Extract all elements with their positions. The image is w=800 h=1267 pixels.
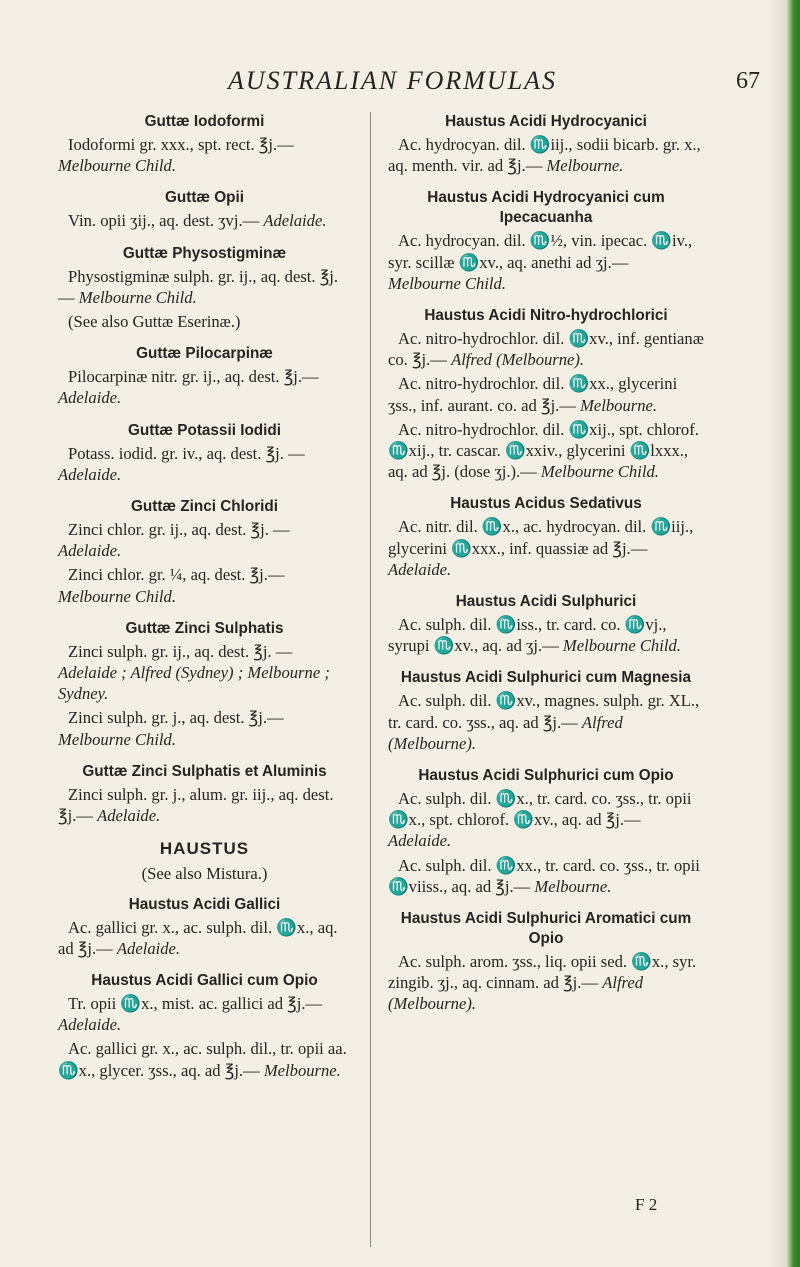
book-cover-edge xyxy=(786,0,800,1267)
formula-source: Adelaide. xyxy=(58,388,122,408)
column-divider xyxy=(370,112,371,1247)
formula-source: Melbourne. xyxy=(580,395,658,415)
formula-text xyxy=(388,373,704,415)
formula-text xyxy=(388,855,704,897)
formula-recipe: Ac. sulph. dil. ♏xv., magnes. sulph. gr. XL., tr. card. co. ʒss., aq. ad ℥j.— xyxy=(388,691,700,732)
left-column xyxy=(58,112,351,1093)
formula-text xyxy=(388,328,704,370)
formula-heading: Haustus Acidi Nitro-hydrochlorici xyxy=(424,307,668,325)
formula-source: Adelaide. xyxy=(58,1015,122,1035)
formula-entry xyxy=(58,762,351,826)
formula-heading: Guttæ Zinci Chloridi xyxy=(130,498,278,516)
formula-heading: Haustus Acidi Sulphurici xyxy=(455,593,637,611)
right-entries xyxy=(388,112,704,1015)
formula-recipe: Potass. iodid. gr. iv., aq. dest. ℥j. — xyxy=(68,443,305,463)
left-entries-haustus xyxy=(58,895,351,1081)
formula-source: Melbourne Child. xyxy=(58,156,176,176)
formula-heading: Haustus Acidi Gallici xyxy=(128,895,281,913)
formula-entry xyxy=(388,592,704,656)
formula-recipe: Ac. hydrocyan. dil. ♏iij., sodii bicarb. gr. x., aq. menth. vir. ad ℥j.— xyxy=(388,135,701,176)
formula-text xyxy=(58,519,351,561)
formula-text xyxy=(58,564,351,606)
formula-text xyxy=(58,707,351,749)
formula-source: Alfred (Melbourne). xyxy=(451,350,585,370)
left-entries xyxy=(58,112,351,826)
formula-entry xyxy=(58,344,351,408)
formula-heading: Haustus Acidi Sulphurici Aromatici cum Opio xyxy=(400,910,692,948)
formula-source: Melbourne Child. xyxy=(78,287,197,307)
formula-text xyxy=(58,993,351,1035)
formula-text xyxy=(58,917,351,959)
formula-recipe: Zinci sulph. gr. ij., aq. dest. ℥j. — xyxy=(68,641,293,661)
formula-heading: Guttæ Opii xyxy=(164,189,245,207)
formula-text xyxy=(58,641,351,705)
formula-source: Adelaide. xyxy=(116,938,181,958)
formula-entry xyxy=(58,244,351,333)
formula-source: Melbourne Child. xyxy=(562,636,681,656)
formula-text xyxy=(388,516,704,580)
formula-source: Adelaide. xyxy=(58,541,122,561)
formula-source: Adelaide. xyxy=(263,211,327,231)
formula-entry xyxy=(388,188,704,294)
formula-source: Melbourne. xyxy=(263,1060,341,1080)
formula-heading: Guttæ Potassii Iodidi xyxy=(128,421,281,439)
formula-entry xyxy=(58,971,351,1081)
formula-source: Melbourne Child. xyxy=(540,462,659,482)
section-title: HAUSTUS xyxy=(159,839,250,859)
formula-source: Adelaide. xyxy=(97,806,161,826)
formula-source: Melbourne Child. xyxy=(58,586,176,606)
running-title: AUSTRALIAN FORMULAS xyxy=(228,66,558,95)
formula-heading: Haustus Acidi Gallici cum Opio xyxy=(91,972,318,990)
formula-entry xyxy=(58,421,351,485)
formula-recipe: Ac. nitr. dil. ♏x., ac. hydrocyan. dil. ♏iij., glycerini ♏xxx., inf. quassiæ ad ℥j.— xyxy=(388,517,694,558)
formula-recipe: Tr. opii ♏x., mist. ac. gallici ad ℥j.— xyxy=(68,994,323,1014)
formula-heading: Guttæ Zinci Sulphatis xyxy=(125,619,284,637)
formula-text xyxy=(58,266,351,308)
formula-text xyxy=(388,951,704,1015)
page-gutter-shadow xyxy=(768,0,786,1267)
formula-text xyxy=(388,134,704,176)
formula-recipe: Ac. nitro-hydrochlor. dil. ♏xv., inf. gentianæ co. ℥j.— xyxy=(388,329,704,370)
formula-recipe: Ac. sulph. dil. ♏iss., tr. card. co. ♏vj., syrupi ♏xv., aq. ad ʒj.— xyxy=(388,615,667,656)
section-see-also: (See also Mistura.) xyxy=(141,864,268,884)
formula-entry xyxy=(58,895,351,959)
formula-text xyxy=(388,690,704,754)
formula-text xyxy=(58,443,351,485)
formula-heading: Guttæ Zinci Sulphatis et Aluminis xyxy=(82,762,327,780)
formula-recipe: Zinci sulph. gr. j., alum. gr. iij., aq. dest. ℥j.— xyxy=(58,784,334,826)
formula-entry xyxy=(388,306,704,482)
formula-recipe: Ac. gallici gr. x., ac. sulph. dil., tr. opii aa. ♏x., glycer. ʒss., aq. ad ℥j.— xyxy=(58,1039,347,1080)
formula-text xyxy=(388,788,704,852)
formula-recipe: Ac. sulph. dil. ♏x., tr. card. co. ʒss., tr. opii ♏x., spt. chlorof. ♏xv., aq. ad ℥j.— xyxy=(388,789,692,830)
formula-entry xyxy=(58,619,351,750)
formula-text xyxy=(58,210,351,231)
formula-recipe: Ac. sulph. dil. ♏xx., tr. card. co. ʒss., tr. opii ♏viiss., aq. ad ℥j.— xyxy=(388,855,700,896)
formula-text xyxy=(58,134,351,176)
formula-recipe: Zinci chlor. gr. ij., aq. dest. ℥j. — xyxy=(68,520,290,540)
formula-recipe: Ac. nitro-hydrochlor. dil. ♏xx., glycerini ʒss., inf. aurant. co. ad ℥j.— xyxy=(388,374,678,415)
formula-source: Melbourne Child. xyxy=(58,729,176,749)
formula-recipe: (See also Guttæ Eserinæ.) xyxy=(68,312,241,332)
formula-source: Alfred (Melbourne). xyxy=(388,712,623,753)
formula-entry xyxy=(388,766,704,897)
formula-heading: Haustus Acidus Sedativus xyxy=(450,495,642,513)
formula-source: Melbourne Child. xyxy=(388,273,506,293)
formula-text xyxy=(58,366,351,408)
formula-entry xyxy=(58,188,351,231)
page-number: 67 xyxy=(736,68,760,94)
formula-source: Melbourne. xyxy=(534,876,612,896)
formula-recipe: Pilocarpinæ nitr. gr. ij., aq. dest. ℥j.— xyxy=(68,367,319,387)
formula-text xyxy=(388,230,704,294)
formula-text xyxy=(58,1038,351,1080)
formula-heading: Haustus Acidi Hydrocyanici cum Ipecacuanha xyxy=(427,189,665,227)
formula-heading: Haustus Acidi Sulphurici cum Opio xyxy=(418,767,674,785)
formula-source: Adelaide ; Alfred (Sydney) ; Melbourne ; Sydney. xyxy=(58,663,330,704)
formula-entry xyxy=(388,494,704,580)
signature-mark: F 2 xyxy=(635,1195,658,1214)
formula-heading: Guttæ Physostigminæ xyxy=(122,244,287,262)
formula-source: Melbourne. xyxy=(546,156,624,176)
formula-recipe: Zinci chlor. gr. ¼, aq. dest. ℥j.— xyxy=(68,565,285,585)
formula-heading: Guttæ Iodoformi xyxy=(144,113,265,130)
formula-recipe: Ac. sulph. arom. ʒss., liq. opii sed. ♏x., syr. zingib. ʒj., aq. cinnam. ad ℥j.— xyxy=(388,952,697,993)
formula-recipe: Ac. gallici gr. x., ac. sulph. dil. ♏x., aq. ad ℥j.— xyxy=(58,917,338,958)
formula-entry xyxy=(388,909,704,1015)
right-column xyxy=(388,112,704,1027)
formula-recipe: Ac. nitro-hydrochlor. dil. ♏xij., spt. chlorof. ♏xij., tr. cascar. ♏xxiv., glycerini ♏lxxx., aq. ad ℥j. (dose ʒj.).— xyxy=(388,419,699,482)
formula-entry xyxy=(388,668,704,754)
formula-entry xyxy=(58,112,351,176)
formula-recipe: Zinci sulph. gr. j., aq. dest. ℥j.— xyxy=(68,708,284,728)
formula-source: Adelaide. xyxy=(388,831,452,851)
formula-entry xyxy=(388,112,704,176)
formula-text xyxy=(58,784,351,826)
formula-source: Adelaide. xyxy=(58,464,122,484)
formula-source: Alfred (Melbourne). xyxy=(388,973,644,1014)
running-head xyxy=(0,66,800,102)
formula-heading: Haustus Acidi Sulphurici cum Magnesia xyxy=(400,669,692,687)
formula-text xyxy=(388,614,704,656)
formula-recipe: Vin. opii ʒij., aq. dest. ʒvj.— xyxy=(68,211,260,231)
formula-source: Adelaide. xyxy=(388,559,452,579)
formula-recipe: Physostigminæ sulph. gr. ij., aq. dest. ℥j.— xyxy=(58,266,339,307)
formula-recipe: Ac. hydrocyan. dil. ♏½, vin. ipecac. ♏iv., syr. scillæ ♏xv., aq. anethi ad ʒj.— xyxy=(388,231,693,272)
formula-heading: Guttæ Pilocarpinæ xyxy=(136,345,273,363)
formula-recipe: Iodoformi gr. xxx., spt. rect. ℥j.— xyxy=(68,135,294,154)
formula-text xyxy=(58,311,351,332)
formula-entry xyxy=(58,497,351,607)
formula-heading: Haustus Acidi Hydrocyanici xyxy=(445,113,647,130)
formula-text xyxy=(388,419,704,483)
